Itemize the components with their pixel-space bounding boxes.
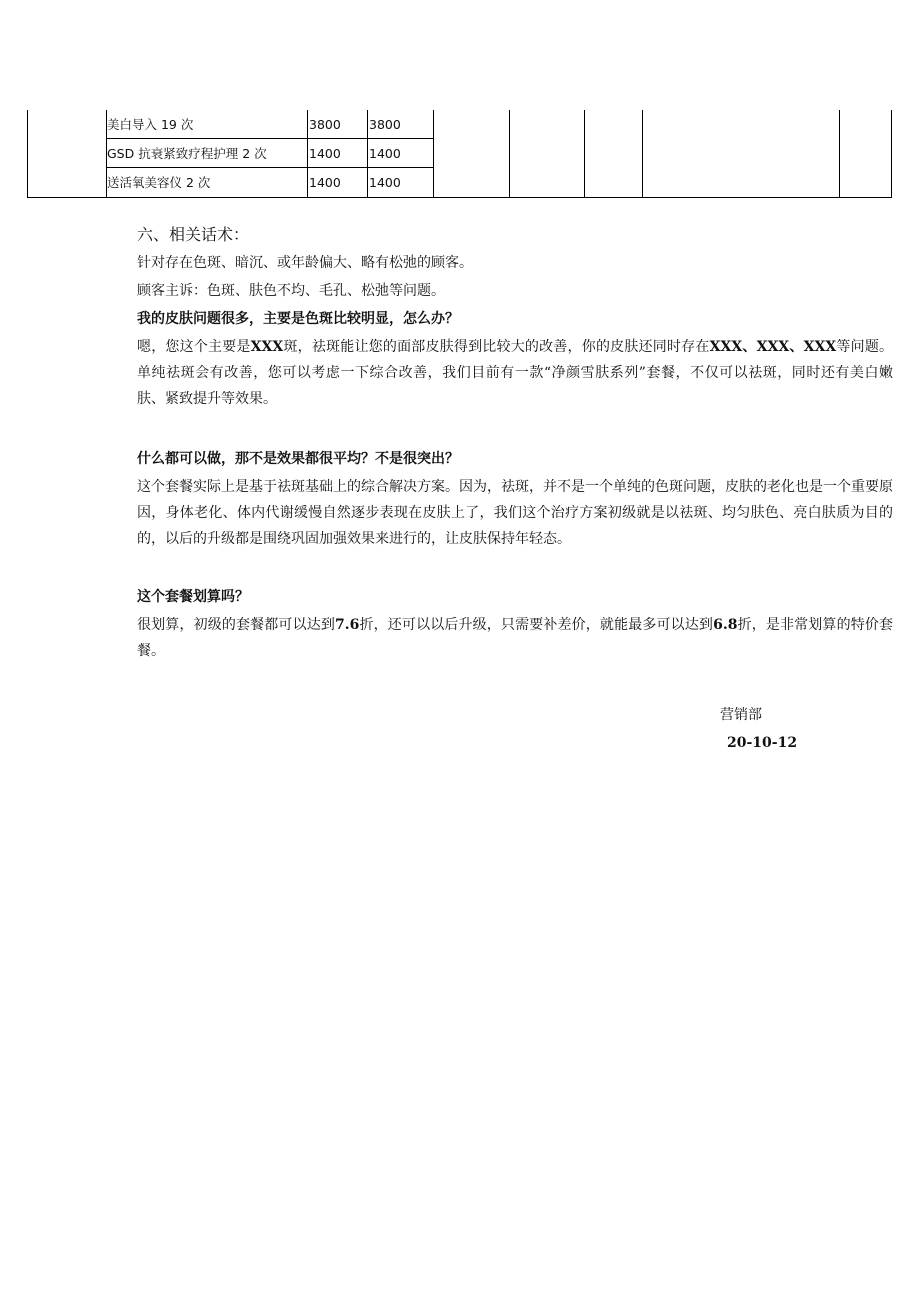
table-border [509,110,510,198]
item-total: 1400 [369,175,401,190]
item-total: 3800 [369,117,401,132]
answer-text: 折，还可以以后升级，只需要补差价，就能最多可以达到 [359,617,714,633]
package-table [27,110,892,198]
separator: 、 [742,339,757,355]
answer-3 [137,612,893,664]
item-name: GSD 抗衰紧致疗程护理 2 次 [107,146,267,161]
answer-text: 这个套餐实际上是基于祛斑基础上的综合解决方案。因为，祛斑，并不是一个单纯的色斑问题，皮肤的老化也是一个重要原因，身体老化、体内代谢缓慢自然逐步表现在皮肤上了，我们这个治疗方案初级就是以祛斑、均匀肤色、亮白肤质为目的的，以后的升级都是围绕巩固加强效果来进行的，让皮肤保持年轻态。 [137,479,893,547]
table-row [107,146,267,162]
question-1: 我的皮肤问题很多，主要是色斑比较明显，怎么办？ [137,311,459,327]
table-border [584,110,585,198]
table-border [106,167,434,168]
table-border [839,110,840,198]
section-title: 六、相关话术： [137,225,250,244]
customer-complaint: 顾客主诉：色斑、肤色不均、毛孔、松弛等问题。 [137,283,445,299]
placeholder-xxx: XXX [250,339,284,355]
answer-text: 很划算，初级的套餐都可以达到 [137,617,335,633]
placeholder-xxx: XXX [709,339,743,355]
question-3: 这个套餐划算吗？ [137,589,249,605]
placeholder-xxx: XXX [803,339,837,355]
question-2: 什么都可以做，那不是效果都很平均？不是很突出？ [137,451,459,467]
table-border [307,110,308,198]
item-price: 3800 [309,117,341,132]
answer-2 [137,474,893,552]
table-border [27,110,28,198]
answer-text: 折，是非常划算的特价套餐。 [137,617,894,659]
table-row [107,117,193,133]
table-border [367,110,368,198]
answer-text: 斑，祛斑能让您的面部皮肤得到比较大的改善，你的皮肤还同时存在 [283,339,710,355]
item-price: 1400 [309,146,341,161]
item-total: 1400 [369,146,401,161]
item-price: 1400 [309,175,341,190]
signature-dept: 营销部 [720,707,762,723]
answer-text: 嗯，您这个主要是 [137,339,251,355]
table-row [107,175,210,191]
target-customer: 针对存在色斑、暗沉、或年龄偏大、略有松弛的顾客。 [137,255,473,271]
signature-date: 20-10-12 [727,735,798,751]
separator: 、 [789,339,804,355]
answer-text: 等问题。单纯祛斑会有改善，您可以考虑一下综合改善，我们目前有一款“净颜雪肤系列”套餐，不仅可以祛斑，同时还有美白嫩肤、紧致提升等效果。 [137,339,894,407]
table-border [642,110,643,198]
item-name: 美白导入 19 次 [107,117,194,132]
discount-value: 7.6 [335,617,360,633]
placeholder-xxx: XXX [756,339,790,355]
answer-1 [137,334,893,412]
table-border [433,110,434,198]
table-border [106,138,434,139]
table-border [891,110,892,198]
table-border [27,197,892,198]
discount-value: 6.8 [713,617,738,633]
item-name: 送活氧美容仪 2 次 [107,175,211,190]
